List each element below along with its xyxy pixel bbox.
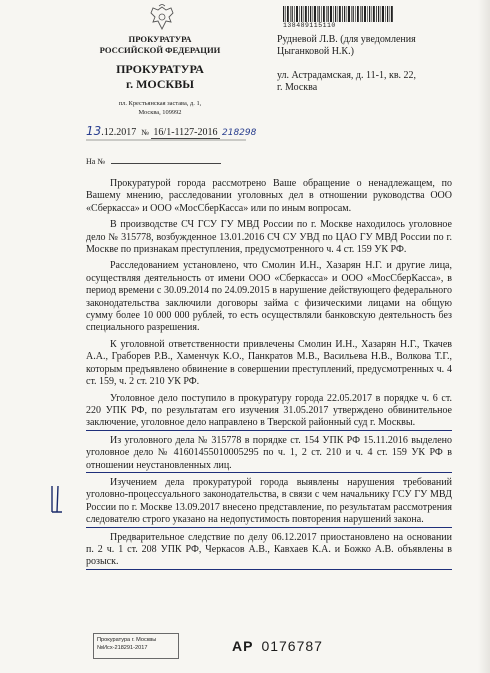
recipient-line-1: Рудневой Л.В. (для уведомления xyxy=(277,34,416,45)
registration-line xyxy=(86,124,256,138)
serial-number: 0176787 xyxy=(261,638,323,654)
form-serial xyxy=(232,638,323,654)
coat-of-arms-icon xyxy=(147,4,177,32)
reg-no-label: № xyxy=(141,128,149,137)
reg-date: .12.2017 xyxy=(101,127,137,138)
stamp-line-2: №Исх-218291-2017 xyxy=(97,645,148,651)
org-name-1: ПРОКУРАТУРА xyxy=(116,62,204,76)
barcode-graphic xyxy=(283,6,393,22)
org-address xyxy=(95,99,225,117)
paragraph-3: Расследованием установлено, что Смолин И.Н., Хазарян Н.Г. и другие лица, осуществляя деятельность от имени ООО «Сберкасса» и ООО «МосСберКасса», в период времени с 30.09.2014 по 24.09.2015 в нарушение действующего федерального законодательства заключили договоры займа с физическими лицами на общую сумму более 10 000 000 рублей, то есть осуществляли банковскую деятельность без специального разрешения. xyxy=(86,260,452,334)
barcode-number: 138489115110 xyxy=(283,22,336,29)
org-header-main xyxy=(95,62,225,92)
reg-handwritten: 218298 xyxy=(222,128,257,138)
paragraph-7: Изучением дела прокуратурой города выявлены нарушения требований уголовно-процессуального законодательства, в связи с чем начальнику ГСУ ГУ МВД России по г. Москве 13.09.2017 внесено представление, по результатам рассмотрения следователю строго указано на недопустимость повторения нарушений закона. xyxy=(86,477,452,528)
reply-blank xyxy=(111,163,221,164)
paragraph-1: Прокуратурой города рассмотрено Ваше обращение о ненадлежащем, по Вашему мнению, расследовании уголовных дел в отношении руководства ООО «Сберкасса» и ООО «МосСберКасса» или по иным вопросам. xyxy=(86,178,452,214)
reply-ref xyxy=(86,157,221,166)
reply-label: На № xyxy=(86,157,105,166)
paragraph-4: К уголовной ответственности привлечены Смолин И.Н., Хазарян Н.Г., Ткачев А.А., Граборев Р.В., Хаменчук К.О., Панкратов М.В., Васильева Н.В., Волкова Т.Г., которым предъявлено обвинение в совершении преступлений, предусмотренных ч. 4 ст. 159, ч. 2 ст. 210 УК РФ. xyxy=(86,338,452,388)
page-edge-shadow xyxy=(478,0,490,673)
org-header-top xyxy=(95,34,225,56)
paragraph-5: Уголовное дело поступило в прокуратуру города 22.05.2017 в порядке ч. 6 ст. 220 УПК РФ, по результатам его изучения 31.05.2017 утверждено обвинительное заключение, уголовное дело направлено в Тверской районный суд г. Москвы. xyxy=(86,393,452,431)
org-line-2: РОССИЙСКОЙ ФЕДЕРАЦИИ xyxy=(99,45,221,55)
reg-number: 16/1-1127-2016 xyxy=(153,127,218,138)
letter-body xyxy=(86,178,452,574)
org-name-2: г. МОСКВЫ xyxy=(125,77,195,91)
recipient-address-2: г. Москва xyxy=(277,82,318,93)
outgoing-stamp xyxy=(93,633,179,659)
stamp-line-1: Прокуратура г. Москвы xyxy=(97,637,157,643)
reg-day: 13 xyxy=(86,124,102,138)
paragraph-2: В производстве СЧ ГСУ ГУ МВД России по г. Москве находилось уголовное дело № 315778, возбужденное 13.01.2016 СЧ СУ УВД по ЦАО ГУ МВД России по г. Москве по признакам преступления, предусмотренного ч. 4 ст. 159 УК РФ. xyxy=(86,219,452,256)
recipient-address xyxy=(277,70,416,94)
address-line-2: Москва, 109992 xyxy=(138,109,182,116)
reg-underline xyxy=(86,138,246,142)
serial-series: АР xyxy=(232,638,254,654)
recipient-address-1: ул. Астрадамская, д. 11-1, кв. 22, xyxy=(277,70,417,81)
recipient-name xyxy=(277,34,416,58)
handwritten-margin-mark-icon xyxy=(48,484,68,514)
paragraph-6: Из уголовного дела № 315778 в порядке ст. 154 УПК РФ 15.11.2016 выделено уголовное дело № 41601455010005295 по ч. 1, 2 ст. 210 и ч. 4 ст. 159 УК РФ в отношении неустановленных лиц. xyxy=(86,435,452,473)
paragraph-8: Предварительное следствие по делу 06.12.2017 приостановлено на основании п. 2 ч. 1 ст. 208 УПК РФ, Черкасов А.В., Кавхаев К.А. и Божко А.В. объявлены в розыск. xyxy=(86,532,452,570)
address-line-1: пл. Крестьянская застава, д. 1, xyxy=(118,100,202,107)
org-line-1: ПРОКУРАТУРА xyxy=(128,34,192,44)
recipient-line-2: Цыганковой Н.К.) xyxy=(277,46,354,57)
